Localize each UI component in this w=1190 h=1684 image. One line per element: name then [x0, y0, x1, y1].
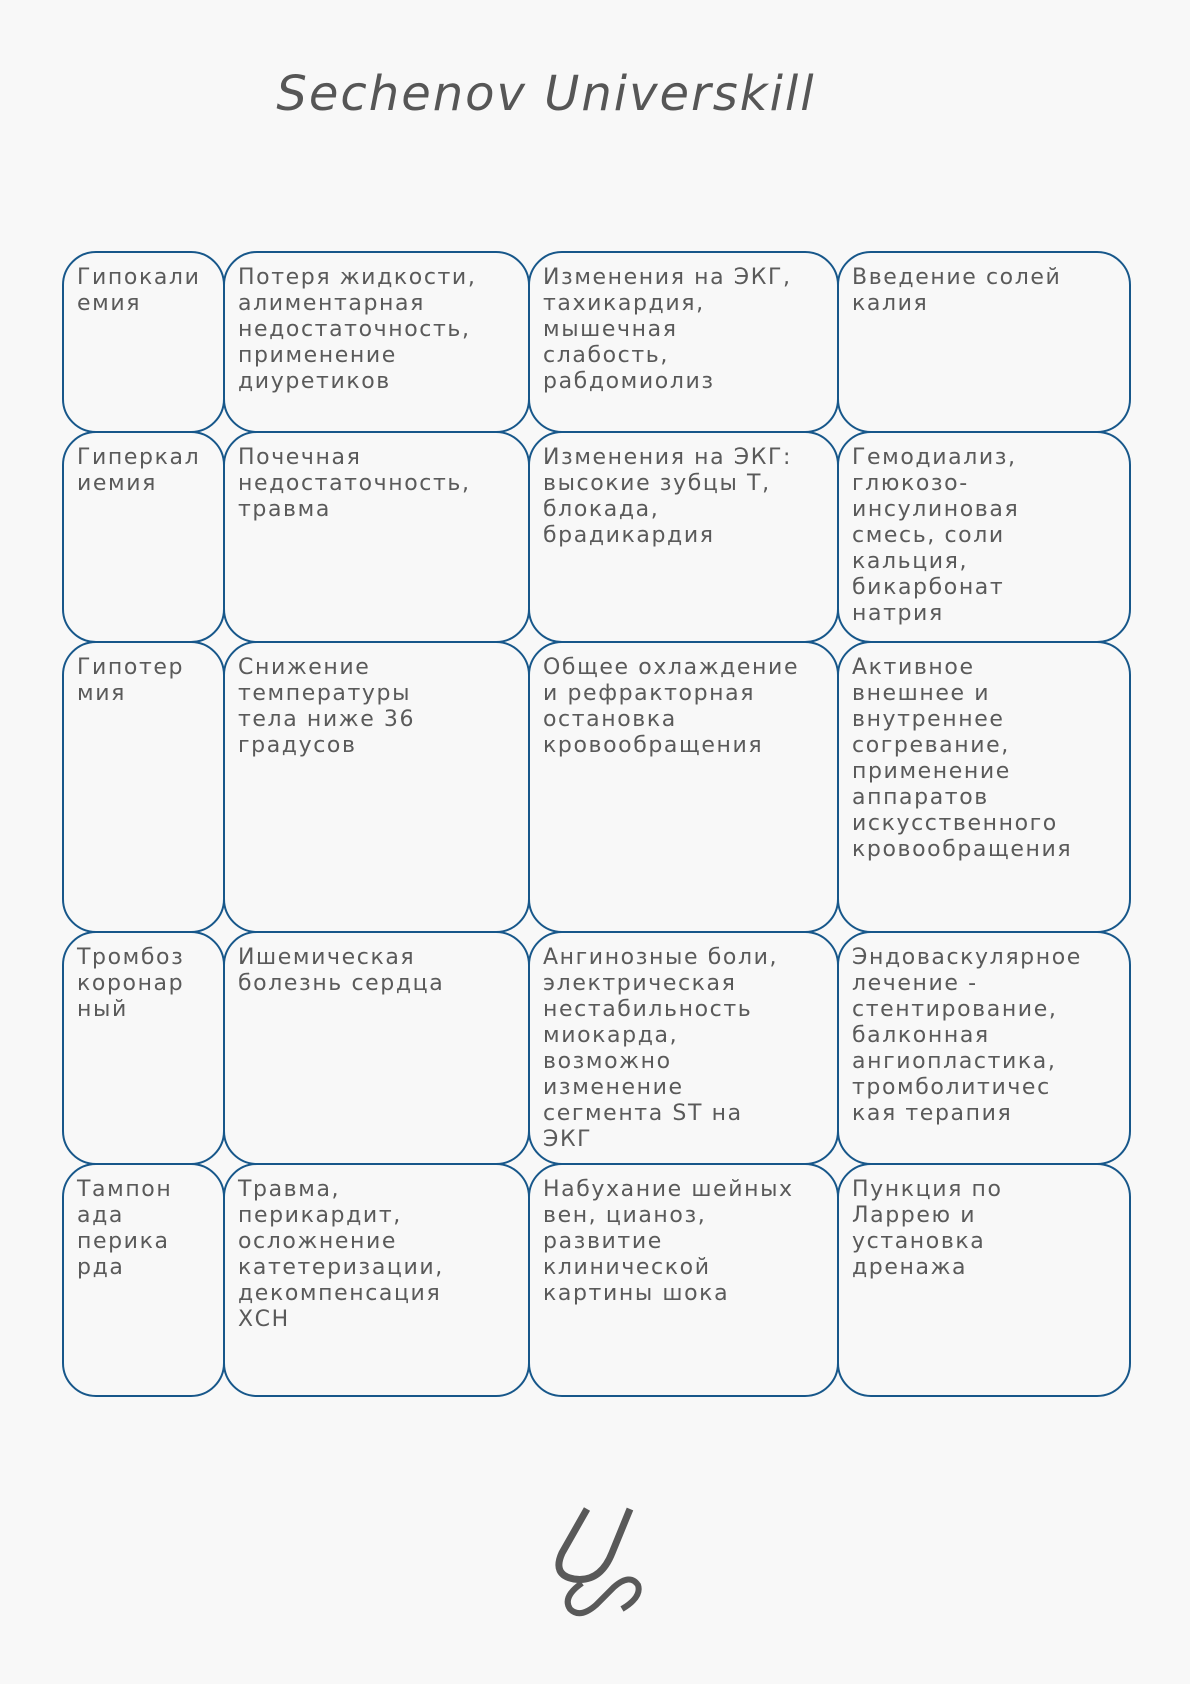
table-cell-manifestation: Общее охлаждение и рефракторная остановка кровообращения	[528, 641, 839, 933]
table-cell-cause: Травма, перикардит, осложнение катетеризации, декомпенсация ХСН	[223, 1163, 530, 1397]
table-cell-treatment: Активное внешнее и внутреннее согревание, применение аппаратов искусственного кровообращения	[837, 641, 1131, 933]
table-cell-treatment: Гемодиализ, глюкозо- инсулиновая смесь, соли кальция, бикарбонат натрия	[837, 431, 1131, 643]
table-cell-treatment: Эндоваскулярное лечение - стентирование, балконная ангиопластика, тромболитичес кая терапия	[837, 931, 1131, 1165]
table-cell-condition: Тампон ада перика рда	[62, 1163, 225, 1397]
table-cell-manifestation: Изменения на ЭКГ, тахикардия, мышечная слабость, рабдомиолиз	[528, 251, 839, 433]
universkill-logo-icon	[552, 1505, 652, 1625]
table-cell-treatment: Введение солей калия	[837, 251, 1131, 433]
table-cell-treatment: Пункция по Ларрею и установка дренажа	[837, 1163, 1131, 1397]
table-cell-condition: Тромбоз коронар ный	[62, 931, 225, 1165]
table-cell-cause: Снижение температуры тела ниже 36 градусов	[223, 641, 530, 933]
table-cell-cause: Почечная недостаточность, травма	[223, 431, 530, 643]
table-cell-condition: Гипотер мия	[62, 641, 225, 933]
table-cell-manifestation: Ангинозные боли, электрическая нестабильность миокарда, возможно изменение сегмента ST на ЭКГ	[528, 931, 839, 1165]
page-title: Sechenov Universkill	[276, 66, 816, 122]
table-cell-cause: Потеря жидкости, алиментарная недостаточность, применение диуретиков	[223, 251, 530, 433]
table-cell-manifestation: Изменения на ЭКГ: высокие зубцы Т, блокада, брадикардия	[528, 431, 839, 643]
table-cell-cause: Ишемическая болезнь сердца	[223, 931, 530, 1165]
table-cell-condition: Гипокали емия	[62, 251, 225, 433]
table-cell-manifestation: Набухание шейных вен, цианоз, развитие клинической картины шока	[528, 1163, 839, 1397]
table-cell-condition: Гиперкал иемия	[62, 431, 225, 643]
